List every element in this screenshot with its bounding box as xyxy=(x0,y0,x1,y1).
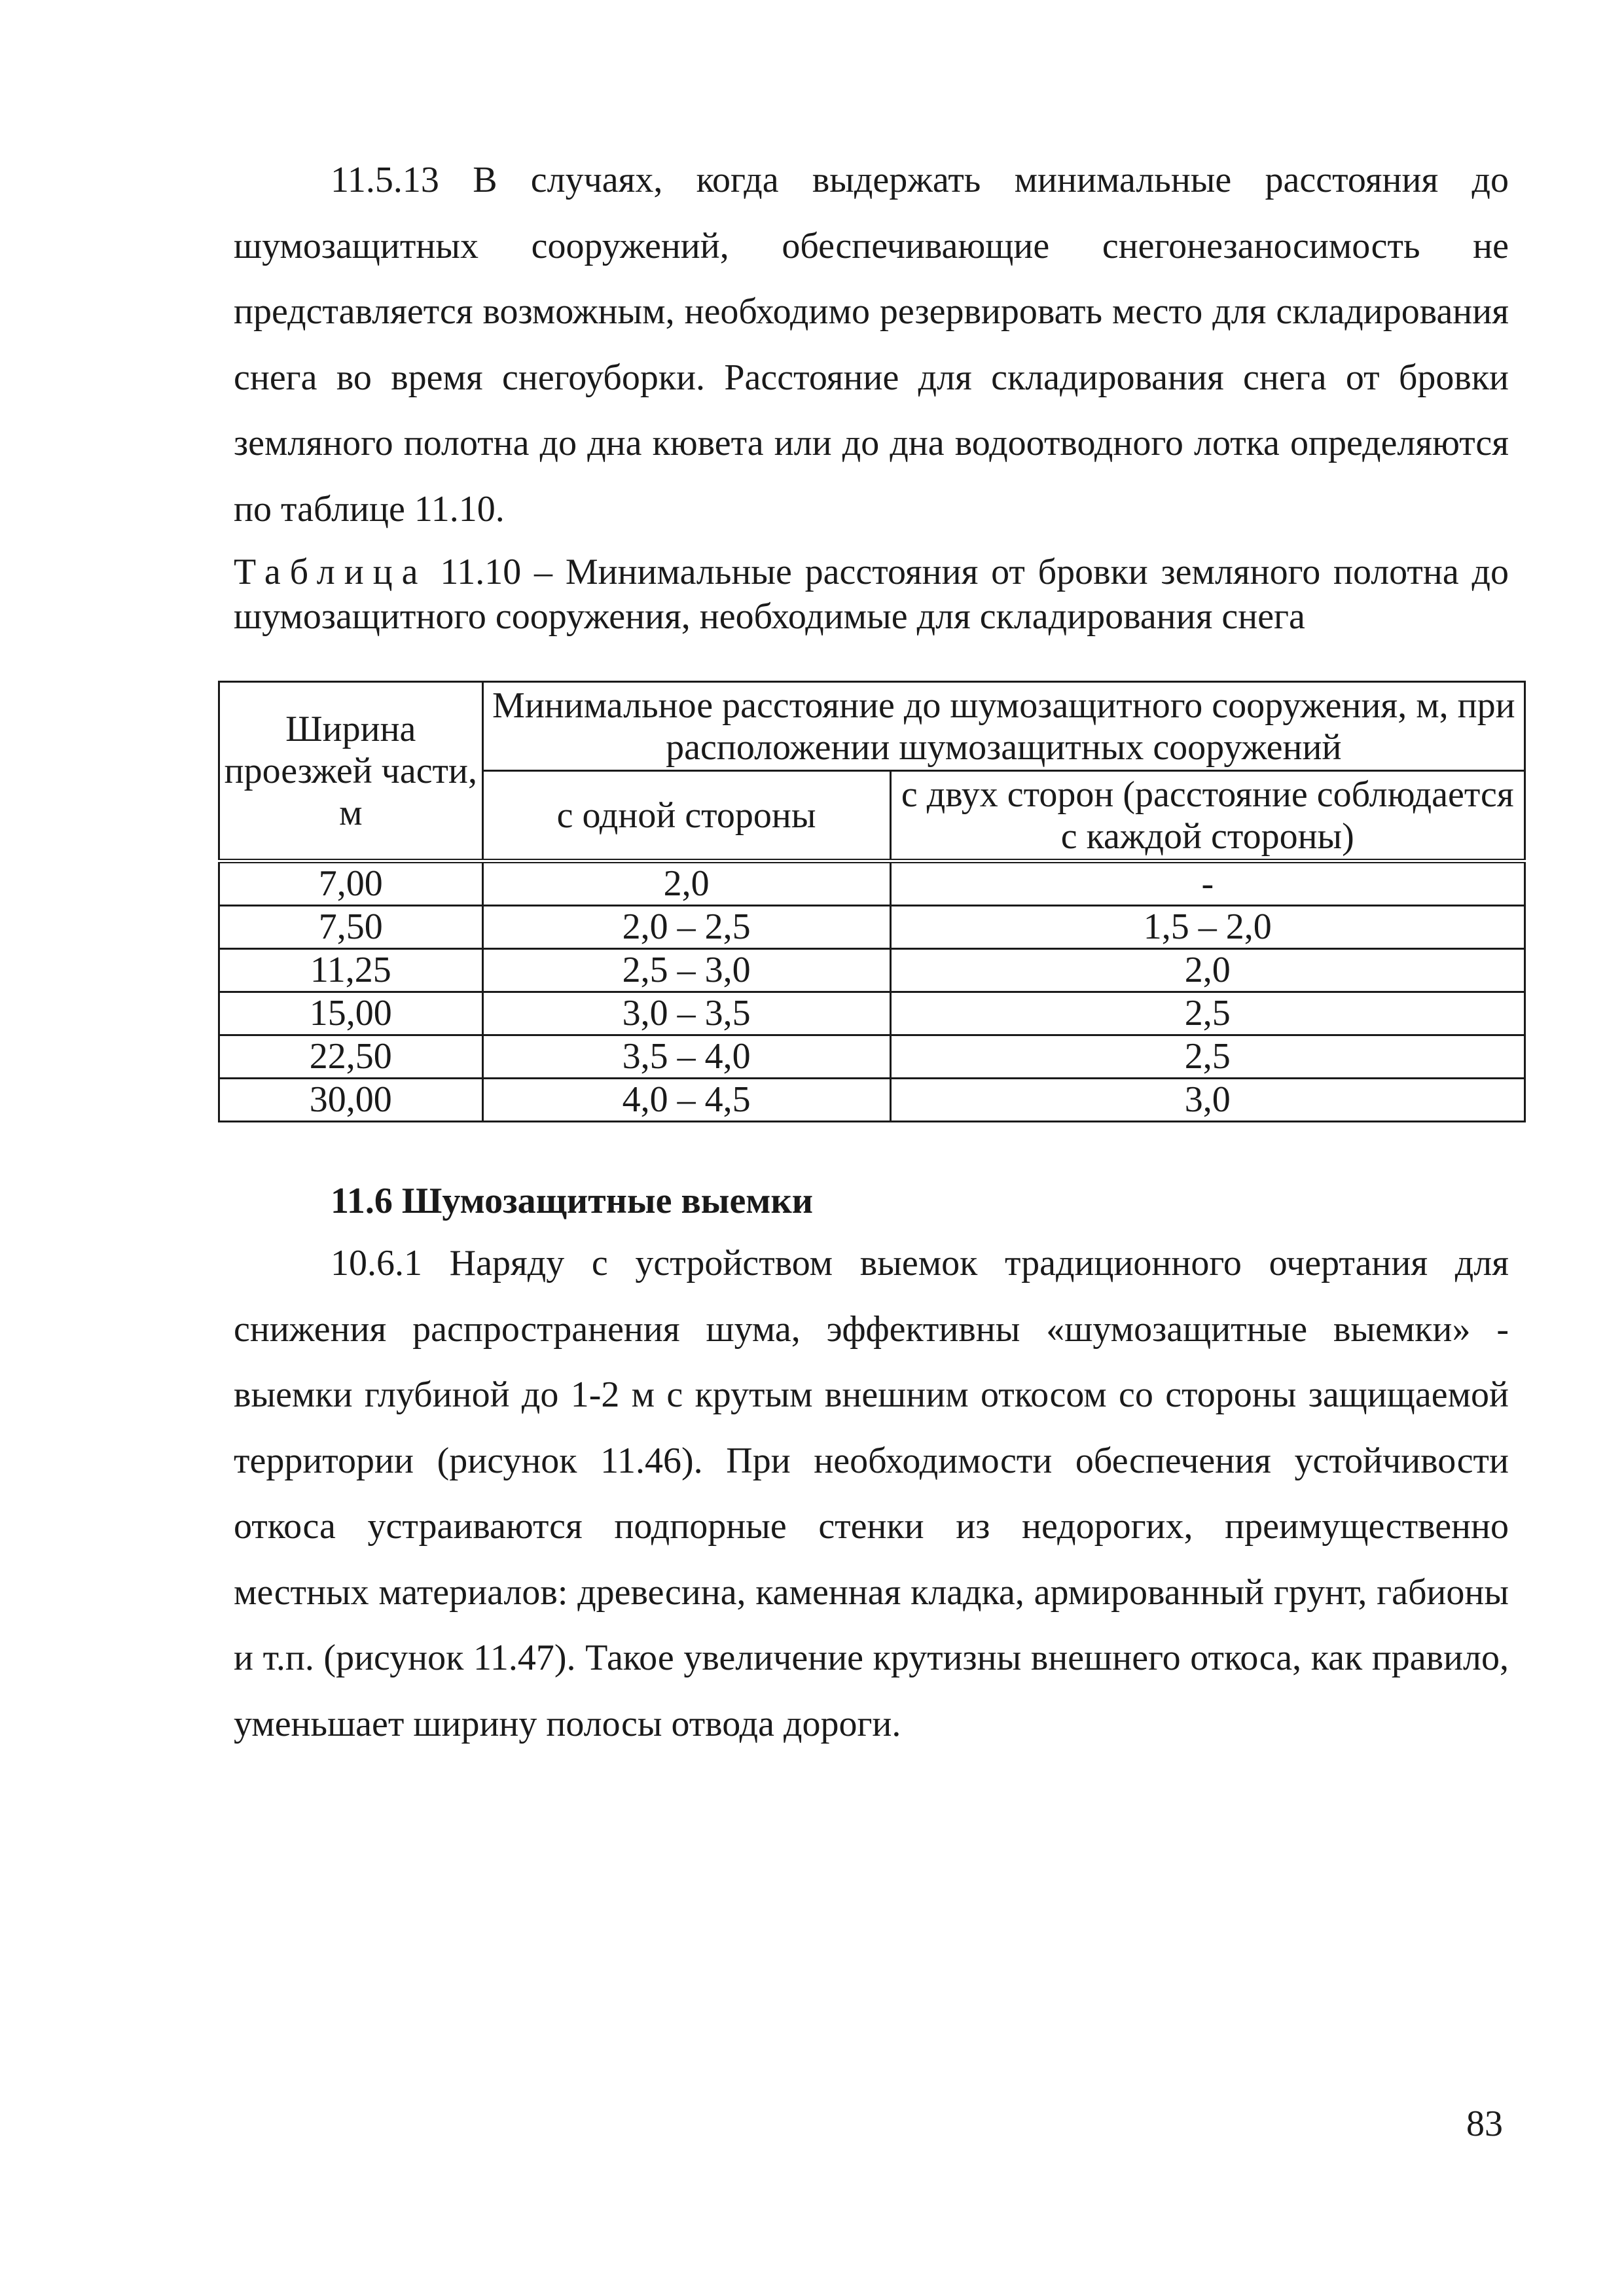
cell-one-side: 2,5 – 3,0 xyxy=(482,949,890,992)
table-row xyxy=(219,992,1525,1035)
page-number: 83 xyxy=(1466,2104,1503,2144)
cell-one-side: 4,0 – 4,5 xyxy=(482,1079,890,1122)
cell-two-sides: 2,5 xyxy=(890,992,1525,1035)
table-row xyxy=(219,906,1525,949)
table-header-row xyxy=(219,682,1525,771)
paragraph-11-5-13 xyxy=(234,147,1509,542)
cell-one-side: 3,0 – 3,5 xyxy=(482,992,890,1035)
column-header-one-side: с одной стороны xyxy=(482,771,890,861)
cell-one-side: 2,0 xyxy=(482,861,890,906)
table-row xyxy=(219,1079,1525,1122)
cell-width: 22,50 xyxy=(219,1035,483,1079)
paragraph-text: 11.5.13 В случаях, когда выдержать минимальные расстояния до шумозащитных сооружений, обеспечивающие снегонезаносимость не представляется возможным, необходимо резервировать место для складирования снега во время снегоуборки. Расстояние для складирования снега от бровки земляного полотна до дна кювета или до дна водоотводного лотка определяются по таблице 11.10. xyxy=(234,160,1509,529)
column-group-header: Минимальное расстояние до шумозащитного сооружения, м, при расположении шумозащитных сооружений xyxy=(482,682,1525,771)
cell-two-sides: 3,0 xyxy=(890,1079,1525,1122)
cell-width: 30,00 xyxy=(219,1079,483,1122)
table-caption-label: Таблица xyxy=(234,552,427,592)
cell-two-sides: 2,5 xyxy=(890,1035,1525,1079)
cell-width: 7,00 xyxy=(219,861,483,906)
cell-width: 7,50 xyxy=(219,906,483,949)
cell-width: 15,00 xyxy=(219,992,483,1035)
cell-one-side: 3,5 – 4,0 xyxy=(482,1035,890,1079)
table-row xyxy=(219,1035,1525,1079)
section-heading: 11.6 Шумозащитные выемки xyxy=(331,1181,813,1221)
paragraph-10-6-1 xyxy=(234,1230,1509,1757)
cell-width: 11,25 xyxy=(219,949,483,992)
cell-one-side: 2,0 – 2,5 xyxy=(482,906,890,949)
cell-two-sides: 2,0 xyxy=(890,949,1525,992)
column-header-width: Ширина проезжей части, м xyxy=(219,682,483,861)
table-row xyxy=(219,949,1525,992)
column-header-two-sides: с двух сторон (расстояние соблюдается с каждой стороны) xyxy=(890,771,1525,861)
paragraph-text: 10.6.1 Наряду с устройством выемок традиционного очертания для снижения распространения шума, эффективны «шумозащитные выемки» - выемки глубиной до 1-2 м с крутым внешним откосом со стороны защищаемой территории (рисунок 11.46). При необходимости обеспечения устойчивости откоса устраиваются подпорные стенки из недорогих, преимущественно местных материалов: древесина, каменная кладка, армированный грунт, габионы и т.п. (рисунок 11.47). Такое увеличение крутизны внешнего откоса, как правило, уменьшает ширину полосы отвода дороги. xyxy=(234,1243,1509,1744)
table-body xyxy=(219,861,1525,1122)
table-caption-text: 11.10 – Минимальные расстояния от бровки земляного полотна до шумозащитного сооружения, необходимые для складирования снега xyxy=(234,552,1509,637)
table-row xyxy=(219,861,1525,906)
table-caption xyxy=(234,550,1509,639)
cell-two-sides: - xyxy=(890,861,1525,906)
cell-two-sides: 1,5 – 2,0 xyxy=(890,906,1525,949)
distance-table xyxy=(218,681,1526,1122)
